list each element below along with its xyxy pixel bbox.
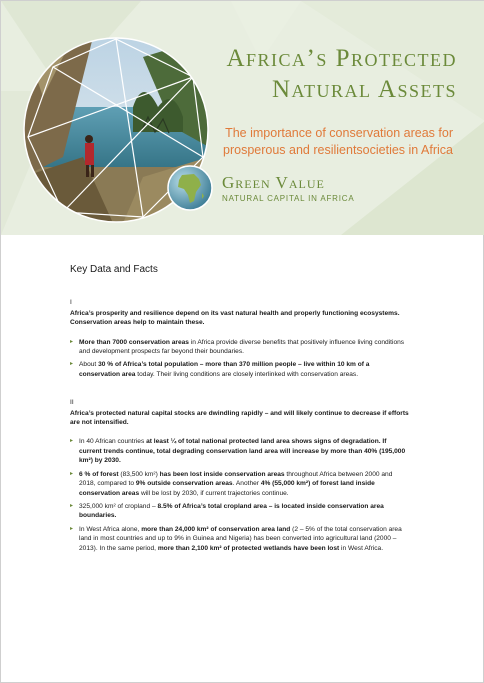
section-numeral-1: I (70, 299, 72, 307)
fact-text: In West Africa alone, (79, 525, 142, 533)
fact-list-2 (70, 437, 410, 552)
fact-bold: 6 % of forest (79, 470, 119, 478)
fact-text: 325,000 km² of cropland – (79, 502, 158, 510)
document-subtitle: The importance of conservation areas for prosperous and resilientsocieties in Africa (223, 126, 453, 157)
fact-bold: More than 7000 conservation areas (79, 338, 189, 346)
lead-paragraph-1: Africa’s prosperity and resilience depend on its vast natural health and properly functioning ecosystems. Conservation areas help to maintain these. (70, 309, 400, 327)
list-item (70, 502, 410, 521)
fact-bold: more than 2,100 km² of protected wetlands have been lost (157, 544, 340, 552)
fact-text: . Another (232, 480, 261, 488)
africa-globe-icon (167, 165, 213, 211)
fact-text: in West Africa. (339, 544, 384, 552)
fact-text: in Africa provide diverse benefits that positively influence living conditions and development prospects far beyond their boundaries. (79, 338, 405, 356)
list-item (70, 338, 410, 357)
section-numeral-2: II (70, 399, 74, 407)
fact-text: (83,500 km²) (118, 470, 160, 478)
document-title (226, 43, 457, 105)
fact-text: In 40 African countries (79, 438, 147, 446)
fact-bold: 8.5% of Africa’s total cropland area – is located inside conservation area boundaries. (79, 502, 384, 520)
fact-text: (2 – 5% of the total conservation area land in most countries and up to 9% in Guinea and Nigeria) has been converted into agricultural land (2000 – 2013). In the same period, (79, 525, 402, 552)
fact-bold: 4% (55,000 km²) of forest land inside conservation areas (79, 480, 375, 497)
fact-bold: at least ¼ of total national protected land area shows signs of degradation. If current trends continue, total degrading conservation land area will increase by more than 40% (195,000 km²) by 2030. (79, 438, 406, 465)
brand-block (222, 173, 354, 203)
content-body (70, 265, 410, 572)
fact-bold: has been lost inside conservation areas (159, 470, 285, 478)
list-item (70, 437, 410, 465)
section-title: Key Data and Facts (70, 264, 158, 275)
fact-list-1 (70, 338, 410, 380)
list-item (70, 525, 410, 553)
fact-text: will be lost by 2030, if current trajectories continue. (139, 489, 289, 497)
title-line-1: Africa’s Protected (226, 45, 457, 72)
fact-text: throughout Africa between 2000 and 2018, compared to (79, 470, 393, 488)
fact-bold: more than 24,000 km² of conservation area land (141, 525, 291, 533)
brand-tagline: NATURAL CAPITAL IN AFRICA (222, 194, 355, 203)
cover-header (1, 1, 484, 235)
fact-bold: 9% outside conservation areas (135, 480, 233, 488)
brand-name: Green Value (222, 173, 325, 192)
fact-text: today. Their living conditions are closely interlinked with conservation areas. (135, 370, 359, 378)
list-item (70, 470, 410, 498)
fact-text: About (79, 361, 99, 369)
title-line-2: Natural Assets (272, 76, 457, 103)
fact-bold: 30 % of Africa’s total population – more than 370 million people – live within 10 km of a conservation area (79, 361, 370, 378)
lead-paragraph-2: Africa’s protected natural capital stocks are dwindling rapidly – and will likely continue to decrease if efforts are not intensified. (70, 409, 409, 427)
list-item (70, 360, 410, 379)
